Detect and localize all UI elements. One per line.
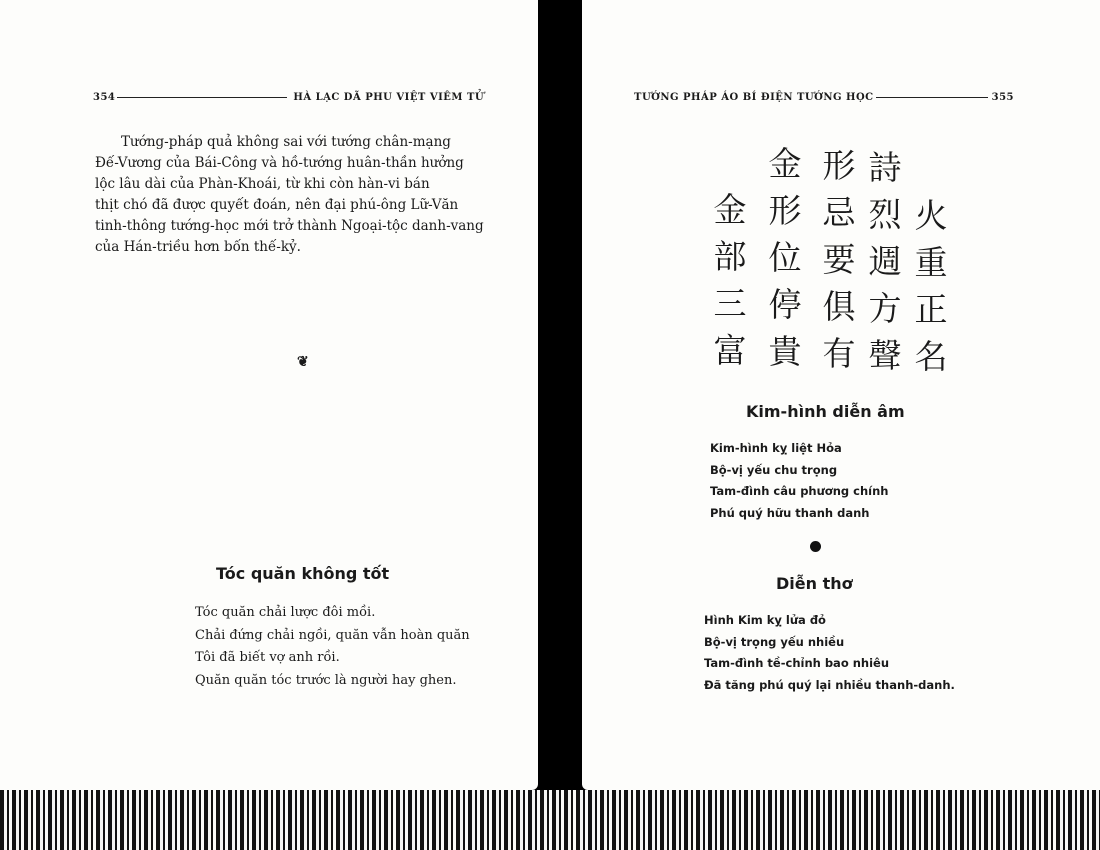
hanzi-character: 富 [713,331,747,370]
running-head-title-right: TƯỚNG PHÁP ÁO BÍ ĐIỆN TƯỚNG HỌC [634,92,874,103]
hanzi-character: 三 [713,284,747,323]
verse-line: Hình Kim kỵ lửa đỏ [704,613,826,627]
hanzi-character: 聲 [868,336,902,375]
paragraph-line: thịt chó đã được quyết đoán, nên đại phú-ông Lữ-Văn [95,197,459,213]
hanzi-character: 部 [713,237,747,276]
ornament-icon: ❦ [297,354,309,370]
verse-line: Tam-đình câu phương chính [710,484,889,498]
translation-verse [710,438,888,524]
running-head-right [634,92,1014,103]
hanzi-character: 有 [822,334,856,373]
verse-line: Phú quý hữu thanh danh [710,505,870,520]
header-rule [117,97,287,98]
paragraph-line: lộc lâu dài của Phàn-Khoái, từ khi còn hàn-vi bán [95,176,430,192]
paragraph-line: Tướng-pháp quả không sai với tướng chân-mạng [121,134,451,150]
left-page [0,0,538,790]
verse-line: Tóc quăn chải lược đôi mồi. [195,605,376,620]
hanzi-character: 貴 [768,332,802,371]
poem-column [862,144,908,379]
folk-verse [195,602,470,692]
header-rule [876,97,988,98]
poem-column [908,192,954,380]
hanzi-character: 停 [768,285,802,324]
hanzi-character: 俱 [822,287,856,326]
hanzi-character: 烈 [868,195,902,234]
page-number-right: 355 [991,92,1015,103]
hanzi-character: 詩 [868,148,902,187]
hanzi-character: 金 [713,190,747,229]
hanzi-character: 忌 [822,193,856,232]
scan-edge-strip [0,790,1100,850]
poem-title: Diễn thơ [776,574,853,593]
translated-poem [704,610,955,696]
verse-line: Bộ-vị yếu chu trọng [710,462,838,477]
page-number-left: 354 [93,92,116,103]
hanzi-character: 重 [914,243,948,282]
verse-line: Tam-đình tề-chỉnh bao nhiêu [704,656,890,670]
hanzi-character: 形 [768,191,802,230]
verse-line: Bộ-vị trọng yếu nhiều [704,634,845,649]
poem-column [707,186,753,374]
verse-line: Đã tăng phú quý lại nhiều thanh-danh. [704,677,955,692]
bullet-separator-icon [810,541,821,552]
verse-line: Kim-hình kỵ liệt Hỏa [710,441,842,455]
translation-title: Kim-hình diễn âm [746,402,905,421]
poem-column [816,142,862,377]
hanzi-character: 火 [914,196,948,235]
body-paragraph [95,132,503,258]
verse-line: Chải đứng chải ngồi, quăn vẫn hoàn quăn [195,627,470,643]
hanzi-character: 名 [914,337,948,376]
hanzi-character: 位 [768,238,802,277]
paragraph-line: của Hán-triều hơn bốn thế-kỷ. [95,239,301,255]
verse-line: Quăn quăn tóc trước là người hay ghen. [195,672,457,688]
running-head-title-left: HÀ LẠC DÃ PHU VIỆT VIÊM TỬ [293,92,485,103]
hanzi-character: 方 [868,289,902,328]
hanzi-character: 正 [914,290,948,329]
section-title: Tóc quăn không tốt [216,564,390,583]
paragraph-line: tinh-thông tướng-học mới trở thành Ngoại-tộc danh-vang [95,218,484,234]
poem-column [762,140,808,375]
running-head-left [93,92,484,103]
hanzi-character: 形 [822,146,856,185]
hanzi-character: 週 [868,242,902,281]
right-page [582,0,1100,790]
paragraph-line: Đế-Vương của Bái-Công và hồ-tướng huân-thần hưởng [95,155,464,171]
verse-line: Tôi đã biết vợ anh rồi. [195,650,340,665]
hanzi-character: 要 [822,240,856,279]
hanzi-character: 金 [768,144,802,183]
